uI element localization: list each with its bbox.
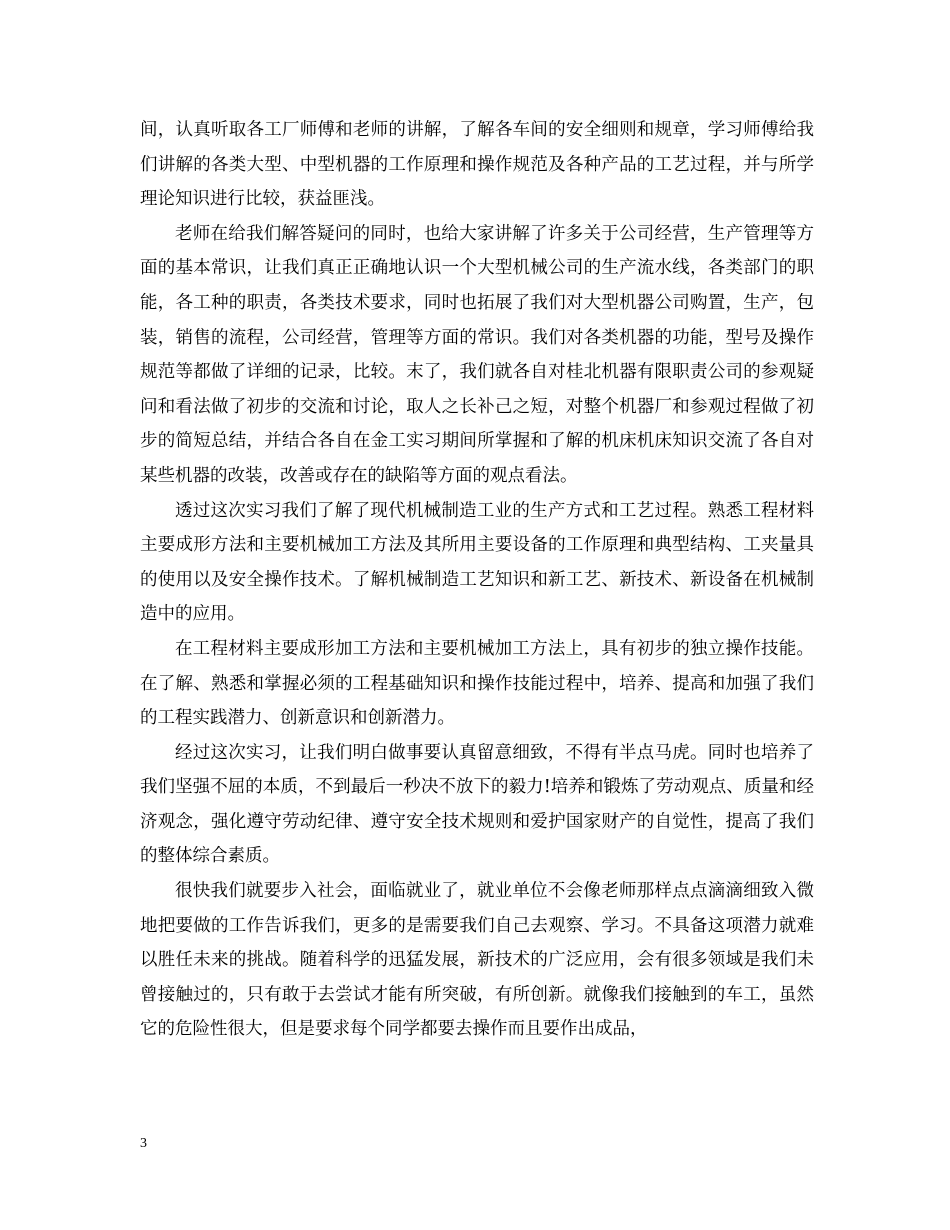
page-number: 3 [140,1136,147,1151]
paragraph: 在工程材料主要成形加工方法和主要机械加工方法上，具有初步的独立操作技能。在了解、熟悉和掌握必须的工程基础知识和操作技能过程中，培养、提高和加强了我们的工程实践潜力、创新意识和创新潜力。 [140,638,814,729]
paragraph: 很快我们就要步入社会，面临就业了，就业单位不会像老师那样点点滴滴细致入微地把要做的工作告诉我们，更多的是需要我们自己去观察、学习。不具备这项潜力就难以胜任未来的挑战。随着科学的迅猛发展，新技术的广泛应用，会有很多领域是我们未曾接触过的，只有敢于去尝试才能有所突破，有所创新。就像我们接触到的车工，虽然它的危险性很大，但是要求每个同学都要去操作而且要作出成品， [140,881,814,1040]
paragraph: 透过这次实习我们了解了现代机械制造工业的生产方式和工艺过程。熟悉工程材料主要成形方法和主要机械加工方法及其所用主要设备的工作原理和典型结构、工夹量具的使用以及安全操作技术。了解机械制造工艺知识和新工艺、新技术、新设备在机械制造中的应用。 [140,500,814,625]
paragraph: 经过这次实习，让我们明白做事要认真留意细致，不得有半点马虎。同时也培养了我们坚强不屈的本质，不到最后一秒决不放下的毅力!培养和锻炼了劳动观点、质量和经济观念，强化遵守劳动纪律、遵守安全技术规则和爱护国家财产的自觉性，提高了我们的整体综合素质。 [140,742,814,867]
paragraph-continued: 间，认真听取各工厂师傅和老师的讲解，了解各车间的安全细则和规章，学习师傅给我们讲解的各类大型、中型机器的工作原理和操作规范及各种产品的工艺过程，并与所学理论知识进行比较，获益匪浅。 [140,120,814,210]
body-text [140,113,814,1047]
paragraph: 老师在给我们解答疑问的同时，也给大家讲解了许多关于公司经营，生产管理等方面的基本常识，让我们真正正确地认识一个大型机械公司的生产流水线，各类部门的职能，各工种的职责，各类技术要求，同时也拓展了我们对大型机器公司购置，生产，包装，销售的流程，公司经营，管理等方面的常识。我们对各类机器的功能，型号及操作规范等都做了详细的记录，比较。末了，我们就各自对桂北机器有限职责公司的参观疑问和看法做了初步的交流和讨论，取人之长补己之短，对整个机器厂和参观过程做了初步的简短总结，并结合各自在金工实习期间所掌握和了解的机床机床知识交流了各自对某些机器的改装，改善或存在的缺陷等方面的观点看法。 [140,223,814,486]
